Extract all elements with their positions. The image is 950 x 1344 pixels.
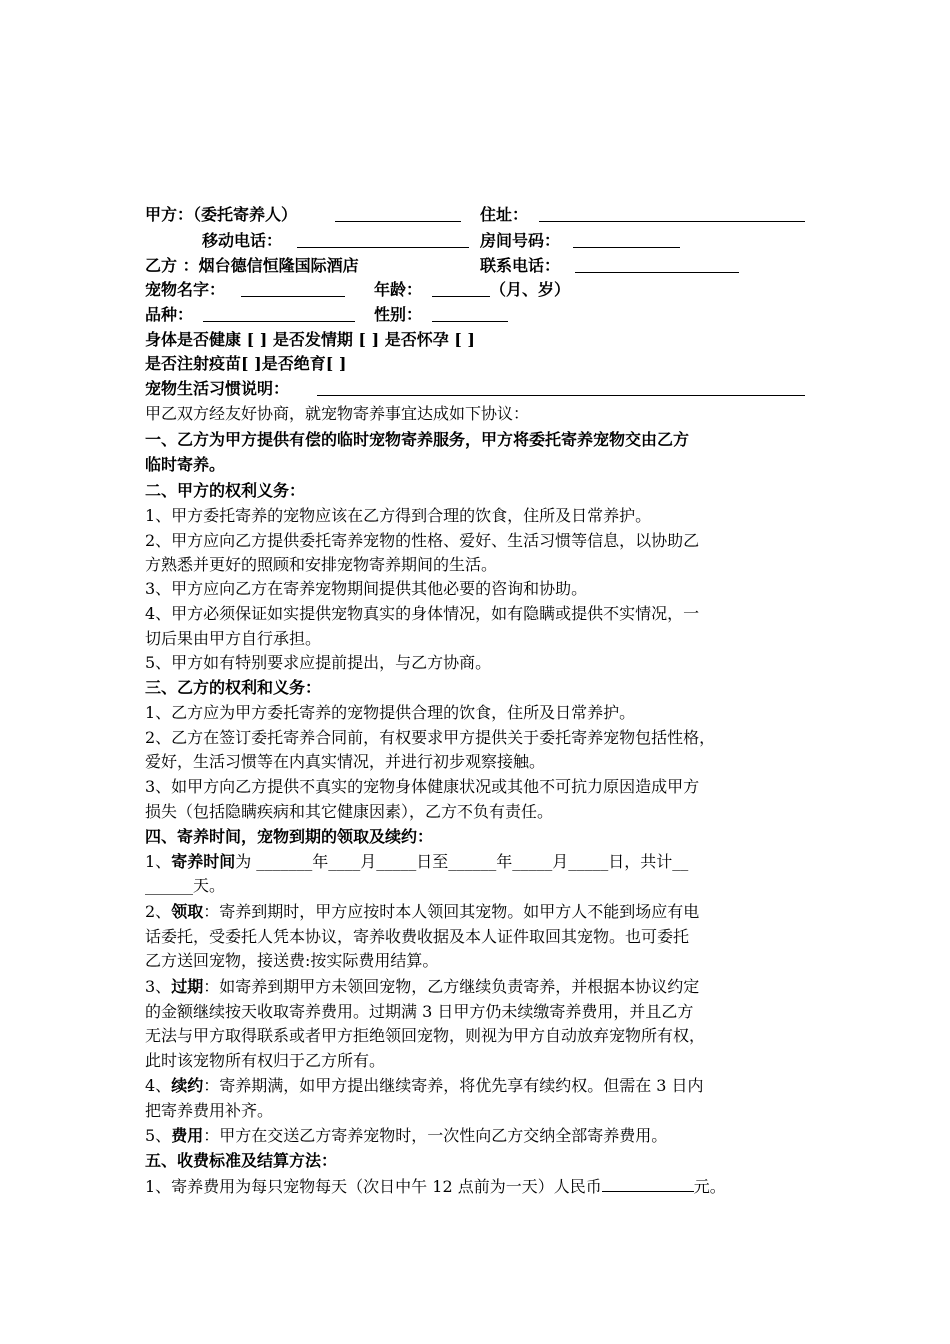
clause-4-5-term: 费用 bbox=[171, 1126, 204, 1145]
clause-4-3-term: 过期 bbox=[171, 977, 204, 996]
mobile-label: 移动电话： bbox=[202, 231, 283, 250]
clause-3-3a: 3、如甲方向乙方提供不真实的宠物身体健康状况或其他不可抗力原因造成甲方 bbox=[145, 777, 700, 796]
sex-label: 性别： bbox=[374, 305, 423, 324]
section-4-title: 四、寄养时间，宠物到期的领取及续约： bbox=[145, 827, 434, 846]
section-5-title: 五、收费标准及结算方法： bbox=[145, 1151, 338, 1170]
clause-3-2a: 2、乙方在签订委托寄养合同前，有权要求甲方提供关于委托寄养宠物包括性格， bbox=[145, 728, 716, 747]
pet-name-label: 宠物名字： bbox=[145, 280, 226, 299]
party-a-label: 甲方：（委托寄养人） bbox=[145, 205, 298, 224]
party-a-name-field[interactable] bbox=[335, 203, 461, 222]
party-b-row bbox=[145, 254, 825, 278]
habits-row bbox=[145, 377, 825, 401]
breed-row bbox=[145, 303, 825, 327]
clause-5-1-text: 1、寄养费用为每只宠物每天（次日中午 12 点前为一天）人民币 bbox=[145, 1177, 602, 1196]
address-field[interactable] bbox=[539, 203, 805, 222]
clause-4-3b: 的金额继续按天收取寄养费用。过期满 3 日甲方仍未续缴寄养费用，并且乙方 bbox=[145, 1002, 694, 1021]
clause-4-3-text: ：如寄养到期甲方未领回宠物，乙方继续负责寄养，并根据本协议约定 bbox=[203, 977, 700, 996]
breed-field[interactable] bbox=[203, 303, 355, 322]
mobile-field[interactable] bbox=[297, 229, 469, 248]
clause-4-1 bbox=[145, 850, 825, 874]
clause-4-5-text: ：甲方在交送乙方寄养宠物时，一次性向乙方交纳全部寄养费用。 bbox=[203, 1126, 668, 1145]
clause-3-1: 1、乙方应为甲方委托寄养的宠物提供合理的饮食，住所及日常养护。 bbox=[145, 703, 636, 722]
clause-4-2-term: 领取 bbox=[171, 902, 204, 921]
clause-1-line2: 临时寄养。 bbox=[145, 455, 226, 474]
vaccine-row: 是否注射疫苗[ ]是否绝育[ ] bbox=[145, 354, 347, 373]
clause-4-5-prefix: 5、 bbox=[145, 1126, 172, 1145]
clause-3-3b: 损失（包括隐瞒疾病和其它健康因素），乙方不负有责任。 bbox=[145, 802, 554, 821]
pet-name-row bbox=[145, 278, 825, 302]
section-3-title: 三、乙方的权利和义务： bbox=[145, 678, 322, 697]
sex-field[interactable] bbox=[432, 303, 508, 322]
clause-4-3-prefix: 3、 bbox=[145, 977, 172, 996]
clause-4-1-prefix: 1、 bbox=[145, 852, 172, 871]
clause-4-3c: 无法与甲方取得联系或者甲方拒绝领回宠物，则视为甲方自动放弃宠物所有权， bbox=[145, 1026, 706, 1045]
clause-2-2b: 方熟悉并更好的照顾和安排宠物寄养期间的生活。 bbox=[145, 555, 498, 574]
contact-label: 联系电话： bbox=[480, 256, 561, 275]
clause-1-line1: 一、乙方为甲方提供有偿的临时宠物寄养服务，甲方将委托寄养宠物交由乙方 bbox=[145, 430, 690, 449]
habits-label: 宠物生活习惯说明： bbox=[145, 379, 290, 398]
clause-4-4 bbox=[145, 1074, 825, 1098]
age-label: 年龄： bbox=[374, 280, 423, 299]
clause-4-4-prefix: 4、 bbox=[145, 1076, 172, 1095]
address-label: 住址： bbox=[480, 205, 529, 224]
clause-4-4-text: ：寄养期满，如甲方提出继续寄养，将优先享有续约权。但需在 3 日内 bbox=[203, 1076, 704, 1095]
party-b-label: 乙方 ：烟台德信恒隆国际酒店 bbox=[145, 256, 359, 275]
intro-text: 甲乙双方经友好协商，就宠物寄养事宜达成如下协议： bbox=[145, 404, 530, 423]
clause-2-2a: 2、甲方应向乙方提供委托寄养宠物的性格、爱好、生活习惯等信息，以协助乙 bbox=[145, 531, 700, 550]
clause-4-4-term: 续约 bbox=[171, 1076, 204, 1095]
section-2-title: 二、甲方的权利义务： bbox=[145, 481, 306, 500]
clause-2-4a: 4、甲方必须保证如实提供宠物真实的身体情况，如有隐瞒或提供不实情况，一 bbox=[145, 604, 700, 623]
clause-4-1-term: 寄养时间 bbox=[171, 852, 236, 871]
clause-4-1b: ______天。 bbox=[145, 876, 226, 895]
clause-4-4b: 把寄养费用补齐。 bbox=[145, 1101, 274, 1120]
clause-3-2b: 爱好，生活习惯等在内真实情况，并进行初步观察接触。 bbox=[145, 752, 546, 771]
clause-2-5: 5、甲方如有特别要求应提前提出，与乙方协商。 bbox=[145, 653, 492, 672]
age-unit: （月、岁） bbox=[490, 280, 571, 299]
mobile-row bbox=[145, 229, 825, 253]
clause-4-2 bbox=[145, 900, 825, 924]
clause-2-4b: 切后果由甲方自行承担。 bbox=[145, 629, 322, 648]
clause-2-1: 1、甲方委托寄养的宠物应该在乙方得到合理的饮食，住所及日常养护。 bbox=[145, 506, 652, 525]
clause-4-1-text: 为 _______年____月_____日至______年_____月_____日，共计__ bbox=[235, 852, 689, 871]
habits-field[interactable] bbox=[317, 377, 805, 396]
clause-4-5 bbox=[145, 1124, 825, 1148]
breed-label: 品种： bbox=[145, 305, 194, 324]
clause-4-2-prefix: 2、 bbox=[145, 902, 172, 921]
pet-name-field[interactable] bbox=[241, 278, 345, 297]
age-field[interactable] bbox=[432, 278, 490, 297]
fee-amount-field[interactable] bbox=[602, 1174, 694, 1192]
clause-4-2c: 乙方送回宠物，接送费:按实际费用结算。 bbox=[145, 951, 439, 970]
health-row: 身体是否健康 [ ] 是否发情期 [ ] 是否怀孕 [ ] bbox=[145, 330, 475, 349]
clause-4-2b: 话委托，受委托人凭本协议，寄养收费收据及本人证件取回其宠物。也可委托 bbox=[145, 927, 690, 946]
clause-2-3: 3、甲方应向乙方在寄养宠物期间提供其他必要的咨询和协助。 bbox=[145, 579, 588, 598]
contact-field[interactable] bbox=[575, 254, 739, 273]
party-a-row bbox=[145, 203, 825, 227]
room-field[interactable] bbox=[573, 229, 680, 248]
room-label: 房间号码： bbox=[480, 231, 561, 250]
clause-5-1 bbox=[145, 1174, 825, 1198]
clause-4-3d: 此时该宠物所有权归于乙方所有。 bbox=[145, 1051, 386, 1070]
clause-4-3 bbox=[145, 975, 825, 999]
clause-4-2-text: ：寄养到期时，甲方应按时本人领回其宠物。如甲方人不能到场应有电 bbox=[203, 902, 700, 921]
clause-5-1-unit: 元。 bbox=[693, 1177, 726, 1196]
